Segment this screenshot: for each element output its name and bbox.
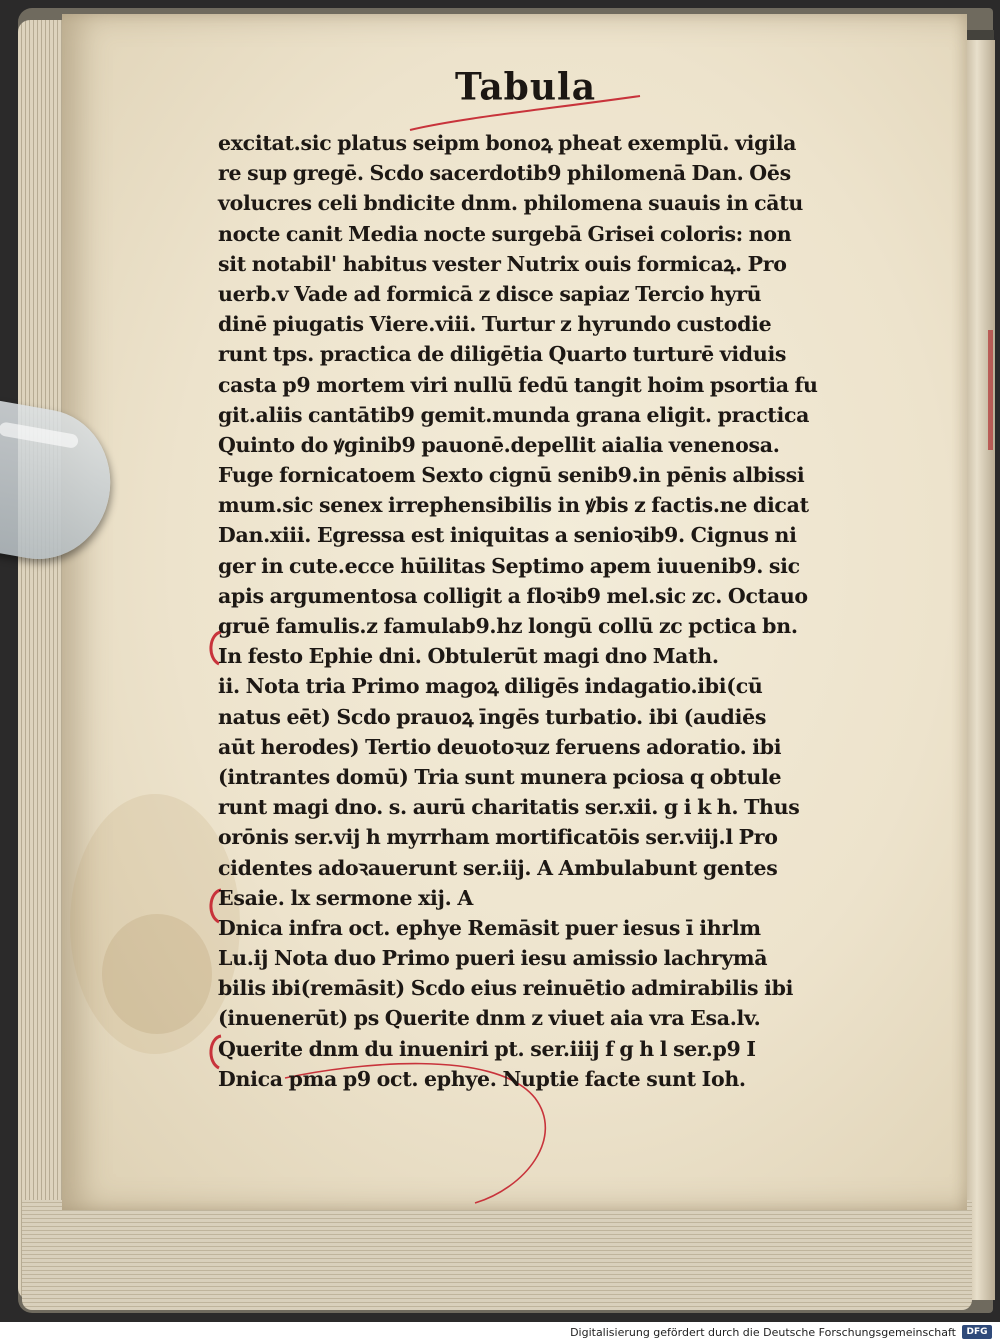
text-line: Querite dnm du inueniri pt. ser.iiij f g h l ser.p9 I <box>218 1036 756 1061</box>
text-line: excitat.sic platus seipm bonoꝝ pheat exemplū. vigila <box>218 131 797 155</box>
text-line: sit notabil' habitus vester Nutrix ouis formicaꝝ. Pro <box>218 251 787 276</box>
page-header-title: Tabula <box>455 64 597 110</box>
water-stain <box>102 914 212 1034</box>
text-line: gruē famulis.z famulab9.hz longū collū zc pctica bn. <box>218 614 798 638</box>
text-line: runt magi dno. s. aurū charitatis ser.xii. g i k h. Thus <box>218 795 800 820</box>
text-line: dinē piugatis Viere.viii. Turtur z hyrundo custodie <box>218 312 772 337</box>
facing-page-edge <box>965 40 995 1300</box>
text-line: (inuenerūt) ps Querite dnm z viuet aia vra Esa.lv. <box>218 1006 761 1031</box>
text-line: natus eēt) Scdo prauoꝝ īngēs turbatio. ibi (audiēs <box>218 704 767 729</box>
text-line: casta p9 mortem viri nullū fedū tangit hoim psortia fu <box>218 372 818 397</box>
footer-credit: Digitalisierung gefördert durch die Deutsche Forschungsgemeinschaft <box>570 1326 956 1339</box>
body-text <box>218 128 858 1094</box>
text-line: re sup gregē. Scdo sacerdotib9 philomenā Dan. Oēs <box>218 161 791 186</box>
text-line: orōnis ser.vij h myrrham mortificatōis ser.viij.l Pro <box>218 825 778 850</box>
text-line: ii. Nota tria Primo magoꝝ diligēs indagatio.ibi(cū <box>218 674 763 699</box>
text-line: uerb.v Vade ad formicā z disce sapiaz Tercio hyrū <box>218 281 762 306</box>
clip-shine <box>0 421 79 449</box>
text-line: git.aliis cantātib9 gemit.munda grana eligit. practica <box>218 402 810 427</box>
text-line: Dnica infra oct. ephye Remāsit puer iesus ī ihrlm <box>218 915 761 940</box>
text-line: ger in cute.ecce hūilitas Septimo apem iuuenib9. sic <box>218 553 800 578</box>
text-line: Fuge fornicatoem Sexto cignū senib9.in pēnis albissi <box>218 463 805 488</box>
text-line: Dnica pma p9 oct. ephye. Nuptie facte sunt Ioh. <box>218 1066 746 1091</box>
text-line: Esaie. lx sermone xij. A <box>218 885 473 910</box>
footer-bar <box>0 1322 1000 1342</box>
text-line: bilis ibi(remāsit) Scdo eius reinuētio admirabilis ibi <box>218 976 794 1001</box>
text-line: runt tps. practica de diligētia Quarto turturē viduis <box>218 342 787 367</box>
text-line: cidentes adoꝛauerunt ser.iij. A Ambulabunt gentes <box>218 855 778 880</box>
text-line: Dan.xiii. Egressa est iniquitas a senioꝛib9. Cignus ni <box>218 523 797 548</box>
text-line: (intrantes domū) Tria sunt munera pciosa q obtule <box>218 764 782 789</box>
text-line: nocte canit Media nocte surgebā Grisei coloris: non <box>218 221 792 246</box>
page-stack-bottom <box>22 1200 972 1310</box>
text-line: Quinto do ꝟginib9 pauonē.depellit aialia venenosa. <box>218 432 780 457</box>
dfg-logo: DFG <box>962 1325 992 1339</box>
red-page-edge <box>988 330 993 450</box>
text-line: apis argumentosa colligit a floꝛib9 mel.sic zc. Octauo <box>218 583 808 608</box>
text-line: Lu.ij Nota duo Primo pueri iesu amissio lachrymā <box>218 946 768 971</box>
text-line: aūt herodes) Tertio deuotoꝛuz feruens adoratio. ibi <box>218 734 782 759</box>
text-line: In festo Ephie dni. Obtulerūt magi dno Math. <box>218 644 719 669</box>
text-line: mum.sic senex irrephensibilis in ꝟbis z factis.ne dicat <box>218 493 809 518</box>
text-line: volucres celi bndicite dnm. philomena suauis in cātu <box>218 191 804 216</box>
